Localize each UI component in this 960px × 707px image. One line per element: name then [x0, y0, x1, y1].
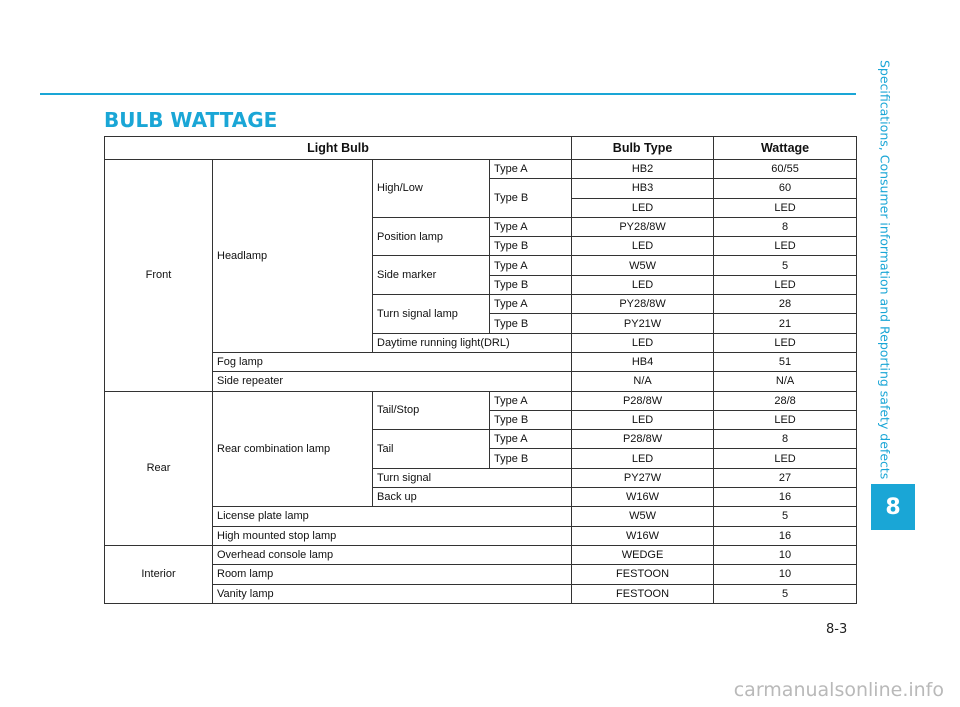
bulb-type-cell: W5W [572, 507, 714, 526]
tail-stop-label: Tail/Stop [373, 391, 490, 430]
bulb-type-cell: W16W [572, 488, 714, 507]
side-tab [871, 60, 899, 480]
wattage-cell: 16 [714, 488, 857, 507]
wattage-cell: 16 [714, 526, 857, 545]
headlamp-label: Headlamp [213, 160, 373, 353]
type-label: Type B [490, 275, 572, 294]
back-up-label: Back up [373, 488, 572, 507]
table-row [105, 352, 857, 371]
wattage-cell: 10 [714, 545, 857, 564]
table-row [105, 391, 857, 410]
bulb-type-cell: LED [572, 410, 714, 429]
bulb-type-cell: PY21W [572, 314, 714, 333]
bulb-type-cell: PY28/8W [572, 295, 714, 314]
group-interior: Interior [105, 545, 213, 603]
table-row [105, 565, 857, 584]
wattage-cell: LED [714, 198, 857, 217]
table-row [105, 160, 857, 179]
high-low-label: High/Low [373, 160, 490, 218]
bulb-type-cell: FESTOON [572, 584, 714, 603]
type-label: Type B [490, 237, 572, 256]
type-label: Type A [490, 430, 572, 449]
table-row [105, 372, 857, 391]
bulb-type-cell: PY28/8W [572, 217, 714, 236]
wattage-cell: 8 [714, 430, 857, 449]
turn-signal-label: Turn signal [373, 468, 572, 487]
bulb-type-cell: LED [572, 333, 714, 352]
overhead-console-lamp-label: Overhead console lamp [213, 545, 572, 564]
section-title: BULB WATTAGE [104, 108, 278, 132]
wattage-cell: 5 [714, 584, 857, 603]
type-label: Type A [490, 295, 572, 314]
bulb-type-cell: W16W [572, 526, 714, 545]
wattage-cell: 8 [714, 217, 857, 236]
bulb-type-cell: LED [572, 449, 714, 468]
high-mounted-stop-lamp-label: High mounted stop lamp [213, 526, 572, 545]
rear-combination-lamp-label: Rear combination lamp [213, 391, 373, 507]
wattage-cell: 5 [714, 507, 857, 526]
chapter-number: 8 [871, 484, 915, 530]
vanity-lamp-label: Vanity lamp [213, 584, 572, 603]
type-label: Type A [490, 391, 572, 410]
type-label: Type B [490, 314, 572, 333]
bulb-type-cell: HB4 [572, 352, 714, 371]
header-bulb-type: Bulb Type [572, 137, 714, 160]
table-row [105, 545, 857, 564]
table-row [105, 584, 857, 603]
bulb-type-cell: W5W [572, 256, 714, 275]
bulb-type-cell: WEDGE [572, 545, 714, 564]
fog-lamp-label: Fog lamp [213, 352, 572, 371]
wattage-cell: 60/55 [714, 160, 857, 179]
header-light-bulb: Light Bulb [105, 137, 572, 160]
type-label: Type A [490, 160, 572, 179]
type-label: Type B [490, 449, 572, 468]
page-number: 8-3 [826, 622, 848, 637]
bulb-type-cell: HB2 [572, 160, 714, 179]
wattage-cell: LED [714, 333, 857, 352]
group-front: Front [105, 160, 213, 392]
table-row [105, 507, 857, 526]
wattage-cell: LED [714, 275, 857, 294]
side-repeater-label: Side repeater [213, 372, 572, 391]
room-lamp-label: Room lamp [213, 565, 572, 584]
wattage-cell: 51 [714, 352, 857, 371]
side-tab-text: Specifications, Consumer information and Reporting safety defects [877, 60, 893, 480]
wattage-cell: 60 [714, 179, 857, 198]
position-lamp-label: Position lamp [373, 217, 490, 256]
side-marker-label: Side marker [373, 256, 490, 295]
bulb-type-cell: PY27W [572, 468, 714, 487]
turn-signal-lamp-label: Turn signal lamp [373, 295, 490, 334]
wattage-cell: 5 [714, 256, 857, 275]
bulb-type-cell: P28/8W [572, 430, 714, 449]
bulb-type-cell: LED [572, 275, 714, 294]
top-rule [40, 93, 856, 95]
bulb-type-cell: HB3 [572, 179, 714, 198]
bulb-type-cell: FESTOON [572, 565, 714, 584]
wattage-cell: N/A [714, 372, 857, 391]
wattage-cell: LED [714, 237, 857, 256]
bulb-type-cell: N/A [572, 372, 714, 391]
wattage-cell: LED [714, 410, 857, 429]
type-label: Type A [490, 256, 572, 275]
watermark: carmanualsonline.info [733, 679, 944, 701]
license-plate-lamp-label: License plate lamp [213, 507, 572, 526]
group-rear: Rear [105, 391, 213, 545]
bulb-type-cell: LED [572, 237, 714, 256]
table-header-row [105, 137, 857, 160]
wattage-cell: 28 [714, 295, 857, 314]
wattage-cell: LED [714, 449, 857, 468]
drl-label: Daytime running light(DRL) [373, 333, 572, 352]
bulb-type-cell: LED [572, 198, 714, 217]
table-row [105, 526, 857, 545]
bulb-wattage-table [104, 136, 857, 604]
wattage-cell: 28/8 [714, 391, 857, 410]
type-label: Type B [490, 410, 572, 429]
type-label: Type A [490, 217, 572, 236]
wattage-cell: 27 [714, 468, 857, 487]
wattage-cell: 21 [714, 314, 857, 333]
wattage-cell: 10 [714, 565, 857, 584]
bulb-type-cell: P28/8W [572, 391, 714, 410]
tail-label: Tail [373, 430, 490, 469]
type-label: Type B [490, 179, 572, 218]
header-wattage: Wattage [714, 137, 857, 160]
